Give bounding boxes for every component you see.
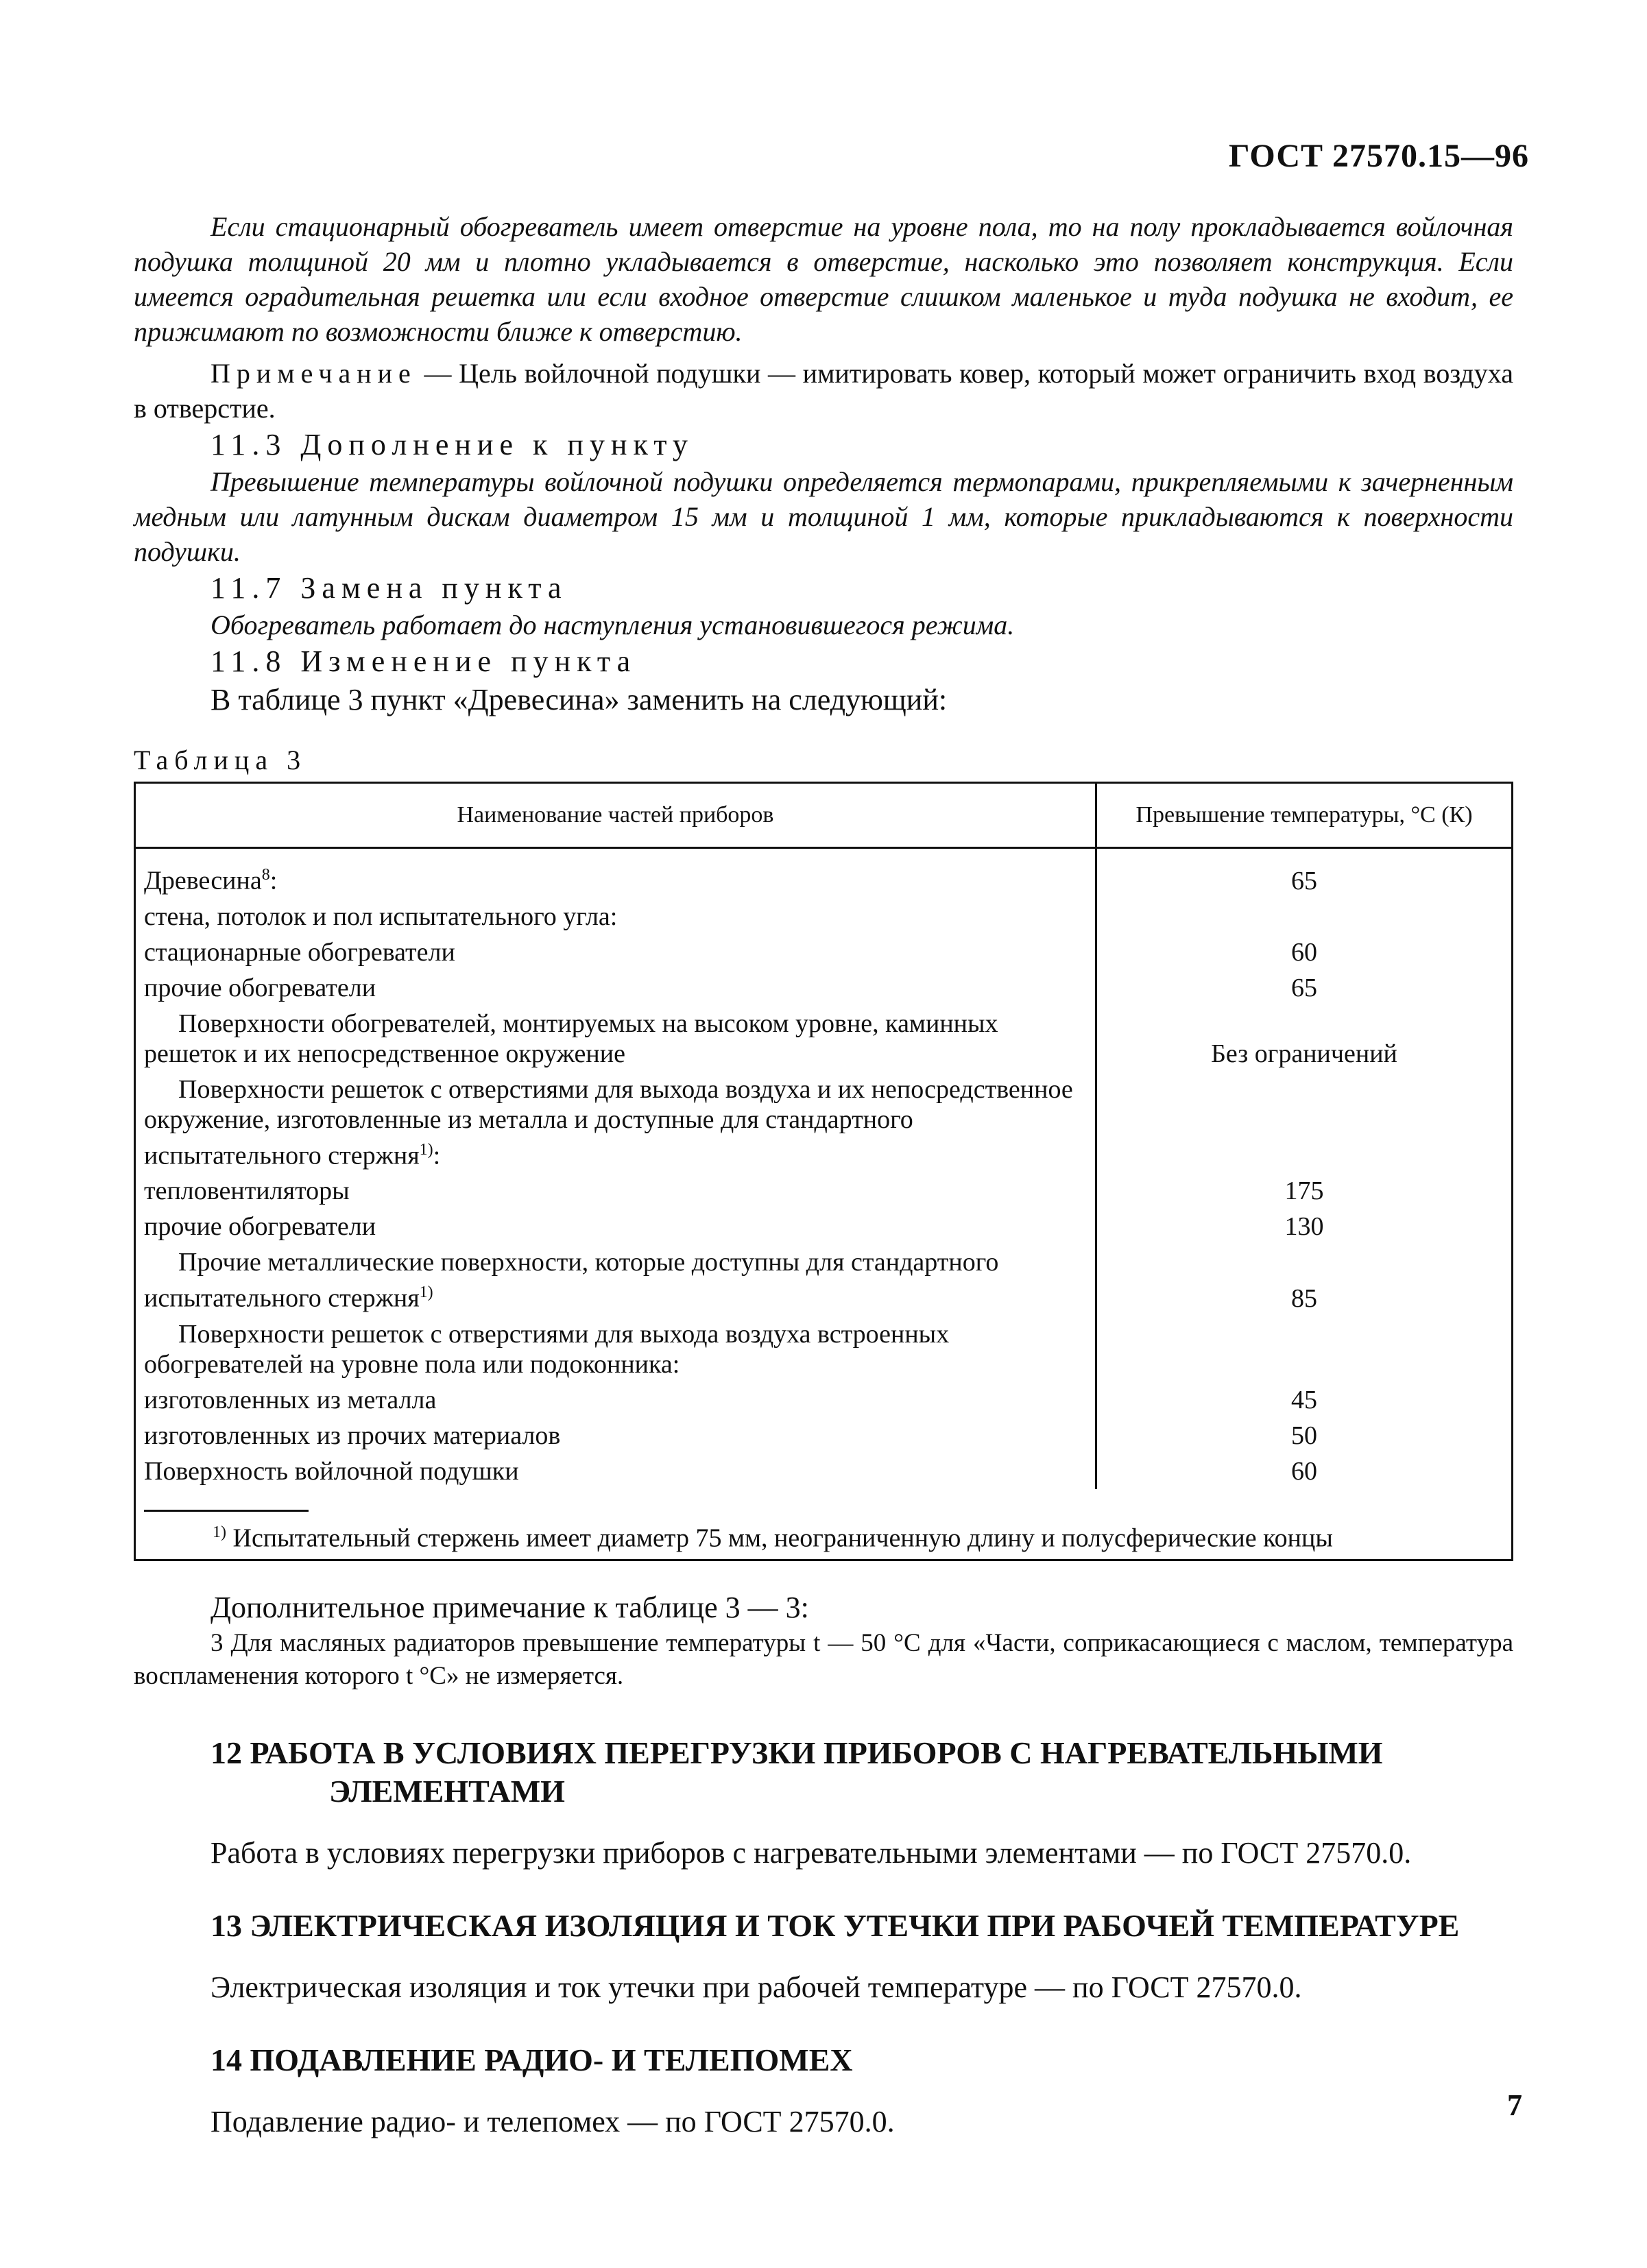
footnote-body: Испытательный стержень имеет диаметр 75 мм, неограниченную длину и полусферические концы [226, 1523, 1333, 1553]
row-name-text: Прочие металлические поверхности, которые доступны для стандартного испытательного стержня [144, 1248, 999, 1313]
row-name: Поверхности решеток с отверстиями для выхода воздуха встроенных обогревателей на уровне пола или подоконника: [135, 1316, 1096, 1382]
clause-11-3-heading: 11.3 Дополнение к пункту [211, 428, 694, 461]
row-value: Без ограничений [1211, 1039, 1397, 1068]
footnote-text [144, 1517, 1503, 1554]
section-13-title: 13 ЭЛЕКТРИЧЕСКАЯ ИЗОЛЯЦИЯ И ТОК УТЕЧКИ ПРИ РАБОЧЕЙ ТЕМПЕРАТУРЕ [211, 1907, 1460, 1943]
column-header-temperature: Превышение температуры, °С (К) [1096, 783, 1513, 848]
table-row [135, 1209, 1513, 1244]
row-value: 50 [1291, 1421, 1317, 1450]
row-name: стена, потолок и пол испытательного угла: [135, 899, 1096, 934]
table-footnote-row [135, 1489, 1513, 1560]
table-row [135, 1244, 1513, 1316]
row-value: 60 [1291, 937, 1317, 967]
row-name: Поверхность войлочной подушки [135, 1453, 1096, 1489]
row-name: прочие обогреватели [135, 970, 1096, 1006]
note [134, 356, 1513, 426]
table-row [135, 934, 1513, 970]
footnote-ref: 8 [261, 866, 270, 884]
row-value: 130 [1284, 1212, 1324, 1242]
row-value-empty [1096, 899, 1513, 934]
clause-11-3-text: Превышение температуры войлочной подушки определяется термопарами, прикрепляемыми к зачерненным медным или латунным дискам диаметром 15 мм и толщиной 1 мм, которые прикладываются к поверхности подушки. [134, 466, 1513, 567]
note-label: Примечание [211, 358, 417, 389]
row-name: стационарные обогреватели [135, 934, 1096, 970]
clause-11-8-heading: 11.8 Изменение пункта [211, 644, 637, 678]
section-12-text: Работа в условиях перегрузки приборов с нагревательными элементами — по ГОСТ 27570.0. [211, 1835, 1412, 1870]
row-name-colon: : [433, 1141, 441, 1170]
footnote-rule [144, 1510, 309, 1512]
document-body [134, 209, 1513, 2141]
table-row [135, 1173, 1513, 1209]
table-row [135, 1453, 1513, 1489]
clause-11-7-text: Обогреватель работает до наступления установившегося режима. [211, 610, 1015, 640]
column-header-parts: Наименование частей приборов [135, 783, 1096, 848]
row-value: 175 [1284, 1177, 1324, 1206]
row-name [135, 1244, 1096, 1316]
row-name-text: Древесина [144, 866, 262, 895]
row-name: изготовленных из прочих материалов [135, 1418, 1096, 1453]
row-name-colon: : [269, 866, 278, 895]
table-caption: Таблица 3 [134, 745, 307, 775]
row-name: Поверхности обогревателей, монтируемых на высоком уровне, каминных решеток и их непосредственное окружение [135, 1006, 1096, 1072]
intro-paragraph: Если стационарный обогреватель имеет отверстие на уровне пола, то на полу прокладывается войлочная подушка толщиной 20 мм и плотно укладывается в отверстие, насколько это позволяет конструкция. Если имеется оградительная решетка или если входное отверстие слишком маленькое и туда подушка не входит, ее прижимают по возможности ближе к отверстию. [134, 211, 1513, 347]
row-value: 60 [1291, 1456, 1317, 1486]
additional-note-heading: Дополнительное примечание к таблице 3 — 3: [211, 1590, 809, 1624]
clause-11-8-text: В таблице 3 пункт «Древесина» заменить на следующий: [211, 683, 948, 716]
row-name-text: Поверхности решеток с отверстиями для выхода воздуха и их непосредственное окружение, изготовленные из металла и доступные для стандартного испытательного стержня [144, 1074, 1073, 1170]
document-header: ГОСТ 27570.15—96 [1229, 138, 1529, 174]
table-row [135, 899, 1513, 934]
row-name [135, 848, 1096, 899]
section-12-title-line2: ЭЛЕМЕНТАМИ [329, 1773, 565, 1809]
table-row [135, 970, 1513, 1006]
table-row [135, 1316, 1513, 1382]
table-footnote [135, 1489, 1513, 1560]
footnote-ref: 1) [419, 1140, 433, 1159]
page-number: 7 [1507, 2088, 1522, 2122]
table-row [135, 1418, 1513, 1453]
row-name: тепловентиляторы [135, 1173, 1096, 1209]
footnote-mark: 1) [213, 1523, 226, 1541]
section-12-title-line1: 12 РАБОТА В УСЛОВИЯХ ПЕРЕГРУЗКИ ПРИБОРОВ С НАГРЕВАТЕЛЬНЫМИ [211, 1735, 1383, 1770]
table-row [135, 1006, 1513, 1072]
row-value-empty [1096, 1316, 1513, 1382]
section-14-text: Подавление радио- и телепомех — по ГОСТ 27570.0. [211, 2104, 895, 2138]
table-row [135, 1072, 1513, 1174]
row-value: 85 [1291, 1283, 1317, 1313]
section-13-text: Электрическая изоляция и ток утечки при рабочей температуре — по ГОСТ 27570.0. [211, 1970, 1302, 2004]
table-row [135, 1382, 1513, 1418]
clause-11-7-heading: 11.7 Замена пункта [211, 571, 568, 605]
table-3 [134, 782, 1513, 1561]
row-name: прочие обогреватели [135, 1209, 1096, 1244]
footnote-ref: 1) [419, 1283, 433, 1302]
row-value: 65 [1291, 866, 1317, 895]
row-name: изготовленных из металла [135, 1382, 1096, 1418]
table-row [135, 848, 1513, 899]
row-value: 45 [1291, 1385, 1317, 1414]
section-14-title: 14 ПОДАВЛЕНИЕ РАДИО- И ТЕЛЕПОМЕХ [211, 2042, 853, 2077]
section-12-title [134, 1734, 1513, 1811]
row-value: 65 [1291, 973, 1317, 1002]
row-value-empty [1096, 1072, 1513, 1174]
additional-note-text: 3 Для масляных радиаторов превышение температуры t — 50 °С для «Части, соприкасающиеся с маслом, температура воспламенения которого t °С» не измеряется. [134, 1628, 1513, 1690]
row-name [135, 1072, 1096, 1174]
table-header-row [135, 783, 1513, 848]
note-text: — Цель войлочной подушки — имитировать ковер, который может ограничить вход воздуха в отверстие. [134, 358, 1513, 424]
